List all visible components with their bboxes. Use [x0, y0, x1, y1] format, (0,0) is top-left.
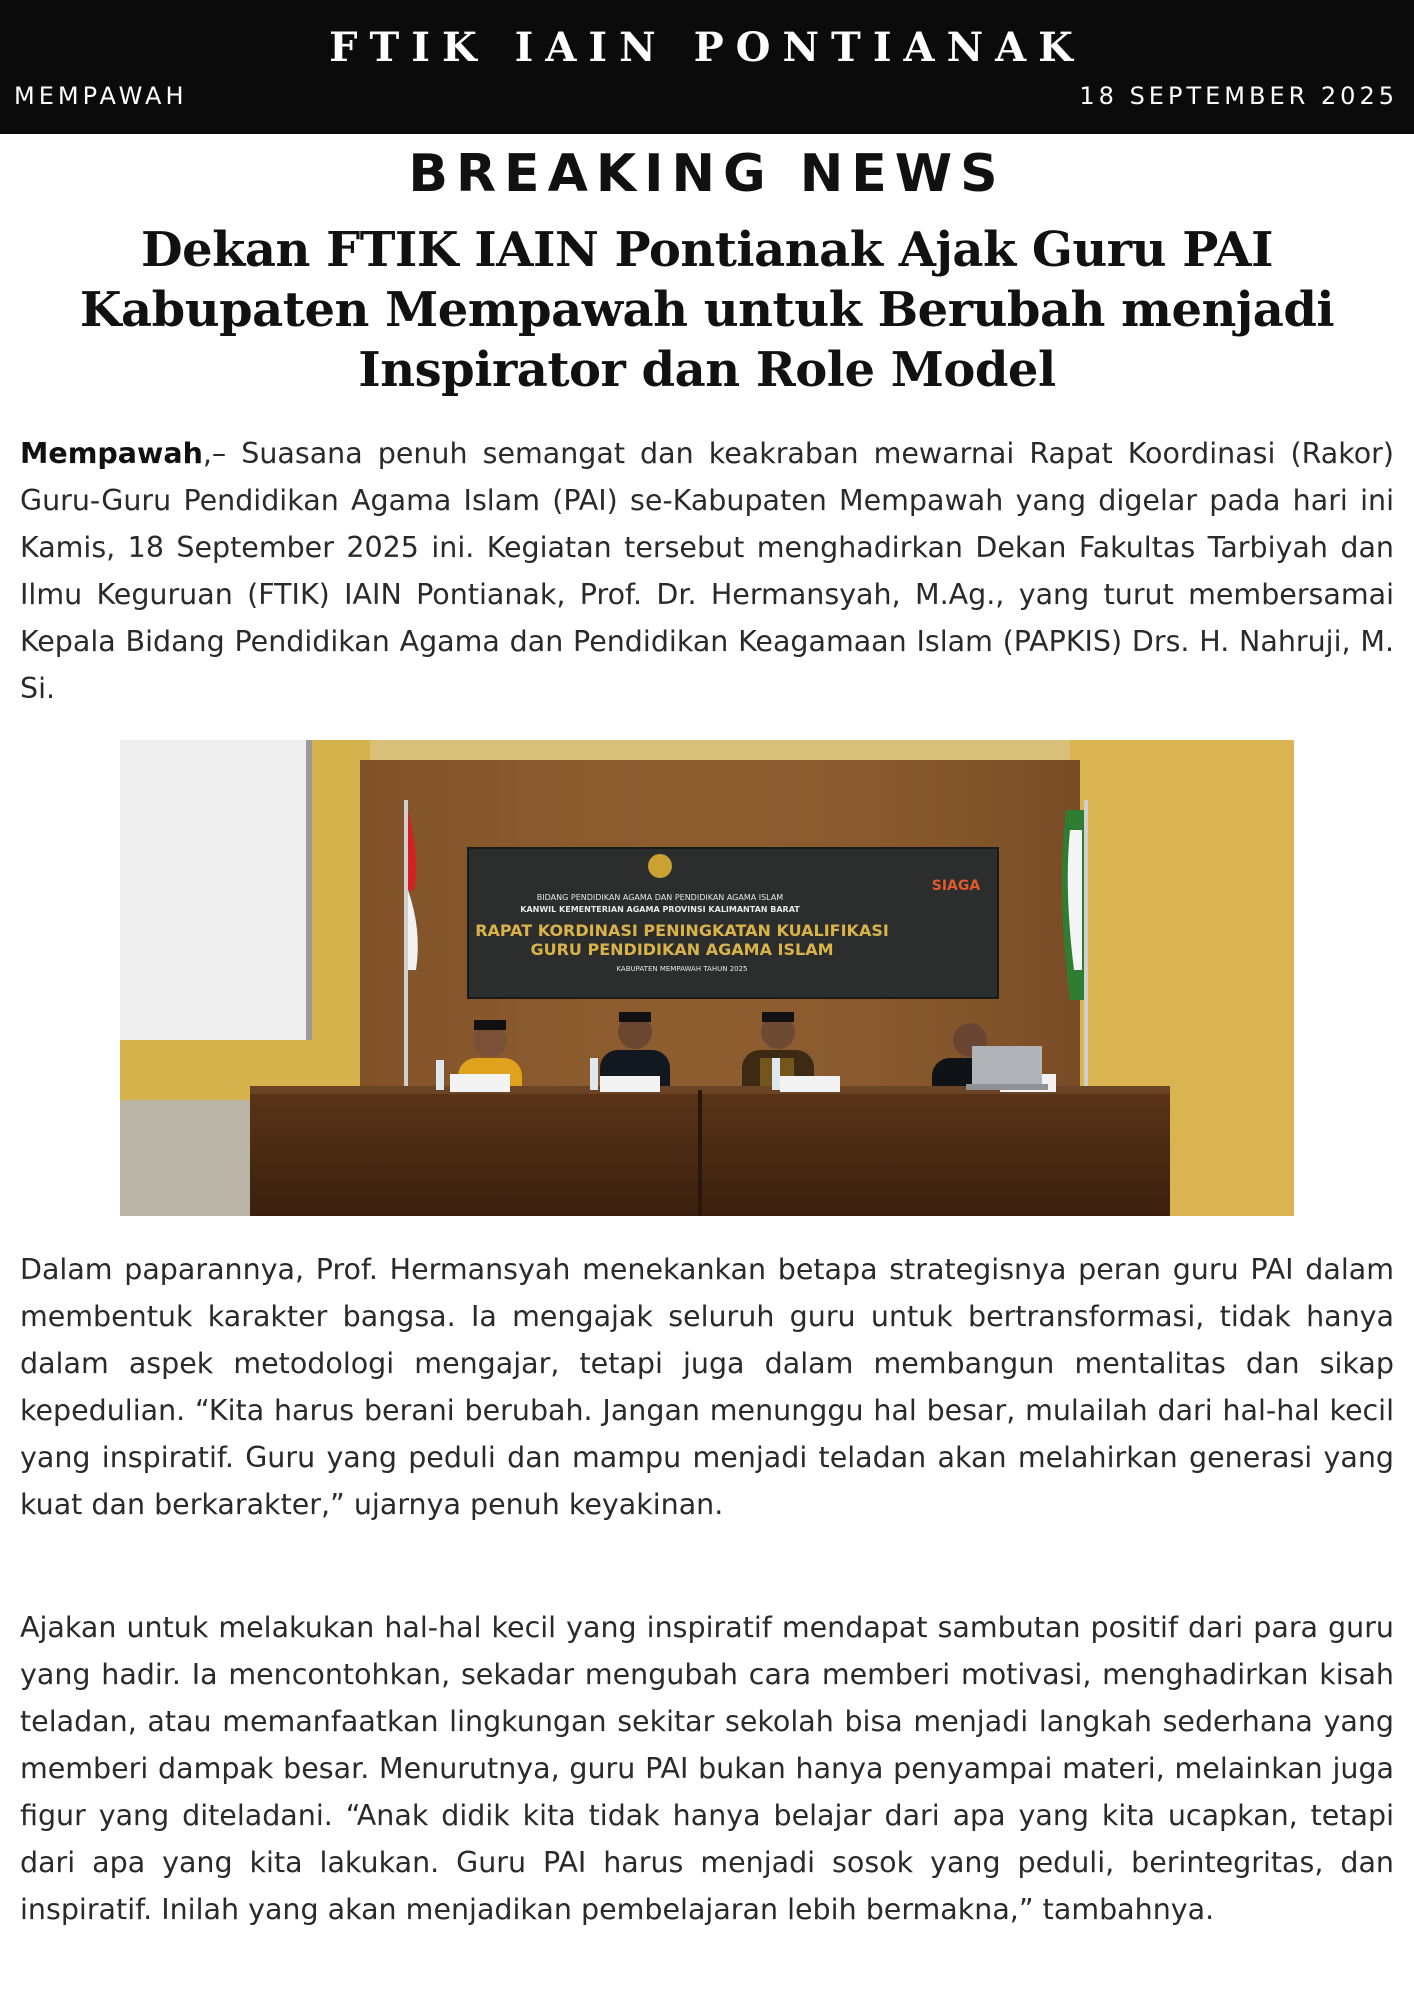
article-photo [120, 740, 1294, 1216]
banner-line3: KABUPATEN MEMPAWAH TAHUN 2025 [616, 965, 748, 973]
body-paragraph-3: Ajakan untuk melakukan hal-hal kecil yang inspiratif mendapat sambutan positif dari para guru yang hadir. Ia mencontohkan, sekadar mengubah cara memberi motivasi, menghadirkan kisah teladan, atau memanfaatkan lingkungan sekitar sekolah bisa menjadi langkah sederhana yang memberi dampak besar. Menurutnya, guru PAI bukan hanya penyampai materi, melainkan juga figur yang diteladani. “Anak didik kita tidak hanya belajar dari apa yang kita ucapkan, tetapi dari apa yang kita lakukan. Guru PAI harus menjadi sosok yang peduli, berintegritas, dan inspiratif. Inilah yang akan menjadikan pembelajaran lebih bermakna,” tambahnya. [20, 1611, 1394, 1926]
masthead [0, 0, 1414, 134]
lead-text: ,– Suasana penuh semangat dan keakraban mewarnai Rapat Koordinasi (Rakor) Guru-Guru Pendidikan Agama Islam (PAI) se-Kabupaten Mempawah yang digelar pada hari ini Kamis, 18 September 2025 ini. Kegiatan tersebut menghadirkan Dekan Fakultas Tarbiyah dan Ilmu Keguruan (FTIK) IAIN Pontianak, Prof. Dr. Hermansyah, M.Ag., yang turut membersamai Kepala Bidang Pendidikan Agama dan Pendidikan Keagamaan Islam (PAPKIS) Drs. H. Nahruji, M. Si. [20, 437, 1394, 705]
article-headline: Dekan FTIK IAIN Pontianak Ajak Guru PAI Kabupaten Mempawah untuk Berubah menjadi Inspirator dan Role Model [79, 222, 1335, 398]
lead-paragraph [20, 430, 1394, 712]
banner-title2: GURU PENDIDIKAN AGAMA ISLAM [530, 940, 834, 959]
breaking-news-label: BREAKING NEWS [408, 144, 1006, 204]
banner-title1: RAPAT KORDINASI PENINGKATAN KUALIFIKASI [475, 921, 889, 940]
banner-line1: BIDANG PENDIDIKAN AGAMA DAN PENDIDIKAN AGAMA ISLAM [536, 893, 784, 902]
banner-logo: SIAGA [931, 878, 981, 894]
banner-line2: KANWIL KEMENTERIAN AGAMA PROVINSI KALIMANTAN BARAT [520, 905, 800, 914]
publication-name: FTIK IAIN PONTIANAK [329, 24, 1085, 71]
location-label: MEMPAWAH [14, 82, 188, 110]
issue-date: 18 SEPTEMBER 2025 [1079, 82, 1398, 110]
dateline: Mempawah [20, 437, 203, 470]
body-paragraph-2: Dalam paparannya, Prof. Hermansyah menekankan betapa strategisnya peran guru PAI dalam membentuk karakter bangsa. Ia mengajak seluruh guru untuk bertransformasi, tidak hanya dalam aspek metodologi mengajar, tetapi juga dalam membangun mentalitas dan sikap kepedulian. “Kita harus berani berubah. Jangan menunggu hal besar, mulailah dari hal-hal kecil yang inspiratif. Guru yang peduli dan mampu menjadi teladan akan melahirkan generasi yang kuat dan berkarakter,” ujarnya penuh keyakinan. [20, 1253, 1394, 1521]
